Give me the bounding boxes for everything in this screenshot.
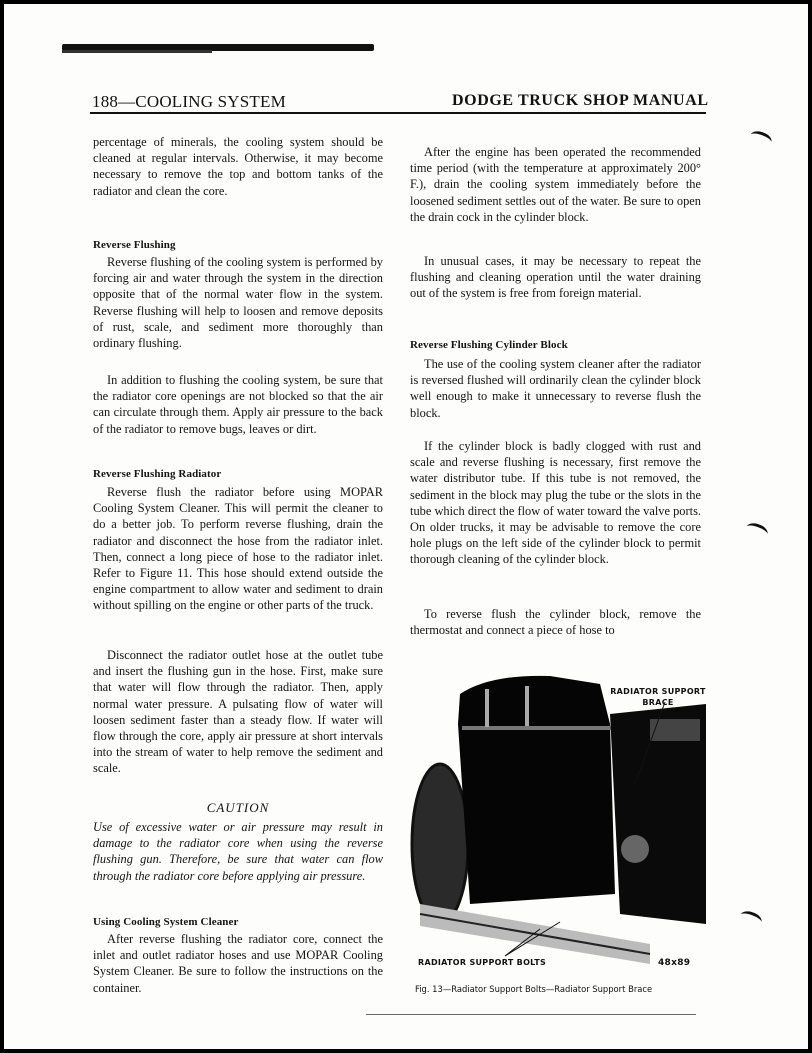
label-radiator-support-bolts: RADIATOR SUPPORT BOLTS xyxy=(418,958,547,967)
scan-margin-mark xyxy=(744,521,769,541)
paragraph: After reverse flushing the radiator core, connect the inlet and outlet radiator hoses and use MOPAR Cooling System Cleaner. Be sure to follow the instructions on the container. xyxy=(93,932,383,995)
paragraph: If the cylinder block is badly clogged with rust and scale and reverse flushing is necessary, first remove the water distributor tube. If this tube is not removed, the sediment in the block may plug the tube or the slots in the tube which direct the flow of water toward the valve ports. On older trucks, it may be advisable to remove the core hole plugs on the left side of the cylinder block to permit thorough cleaning of the cylinder block. xyxy=(410,439,701,567)
caution-title: CAUTION xyxy=(206,800,270,815)
radiator-photo xyxy=(410,664,706,964)
paragraph: percentage of minerals, the cooling system should be cleaned at regular intervals. Otherwise, it may become necessary to remove the top and bottom tanks of the radiator and clean the core. xyxy=(93,135,383,198)
paragraph: The use of the cooling system cleaner after the radiator is reversed flushed will ordinarily clean the cylinder block well enough to make it unnecessary to reverse flush the block. xyxy=(410,357,701,420)
paragraph: To reverse flush the cylinder block, remove the thermostat and connect a piece of hose to xyxy=(410,607,701,638)
paragraph: After the engine has been operated the recommended time period (with the temperature at approximately 200° F.), drain the cooling system immediately before the loosened sediment settles out of the water. Be sure to open the drain cock in the cylinder block. xyxy=(410,145,701,224)
running-header-right: DODGE TRUCK SHOP MANUAL xyxy=(452,92,709,109)
running-header-left: 188—COOLING SYSTEM xyxy=(92,92,286,111)
section-heading: Reverse Flushing Cylinder Block xyxy=(410,339,568,351)
paragraph: Disconnect the radiator outlet hose at the outlet tube and insert the flushing gun in the hose. First, make sure that water will flow through the radiator. Then, apply normal water pressure. A pulsating flow of water will loosen sediment faster than a steady flow. If water will flow through the core, apply air pressure at short intervals into the stream of water to help remove the sediment and scale. xyxy=(93,648,383,776)
bottom-rule xyxy=(366,1014,696,1015)
caution-text: Use of excessive water or air pressure may result in damage to the radiator core when using the reverse flushing gun. Therefore, be sure that water can flow through the radiator core before applying air pressure. xyxy=(93,820,383,883)
figure-13 xyxy=(410,664,706,994)
left-column xyxy=(93,4,383,1049)
paragraph: Reverse flush the radiator before using MOPAR Cooling System Cleaner. This will permit the cleaner to do a better job. To perform reverse flushing, drain the radiator and disconnect the hose from the radiator inlet. Then, connect a long piece of hose to the radiator inlet. Refer to Figure 11. This hose should extend outside the engine compartment to allow water and sediment to drain without spilling on the engine or other parts of the truck. xyxy=(93,485,383,613)
paragraph: Reverse flushing of the cooling system is performed by forcing air and water through the system in the direction opposite that of the normal water flow in the system. Reverse flushing will help to loosen and remove deposits of rust, scale, and sediment more thoroughly than ordinary flushing. xyxy=(93,255,383,351)
paragraph: In unusual cases, it may be necessary to repeat the flushing and cleaning operation until the water draining out of the system is free from foreign material. xyxy=(410,254,701,301)
label-radiator-support-brace: RADIATOR SUPPORT BRACE xyxy=(610,687,706,707)
scan-margin-mark xyxy=(748,129,773,149)
section-heading: Using Cooling System Cleaner xyxy=(93,916,239,928)
section-heading: Reverse Flushing Radiator xyxy=(93,468,222,480)
figure-code: 48x89 xyxy=(658,958,691,968)
paragraph: In addition to flushing the cooling system, be sure that the radiator core openings are not blocked so that the air can circulate through them. Apply air pressure to the back of the radiator to remove bugs, leaves or dirt. xyxy=(93,373,383,436)
figure-caption: Fig. 13—Radiator Support Bolts—Radiator Support Brace xyxy=(415,984,653,994)
section-heading: Reverse Flushing xyxy=(93,239,176,251)
scan-margin-mark xyxy=(738,909,763,929)
scanned-page xyxy=(4,4,808,1049)
